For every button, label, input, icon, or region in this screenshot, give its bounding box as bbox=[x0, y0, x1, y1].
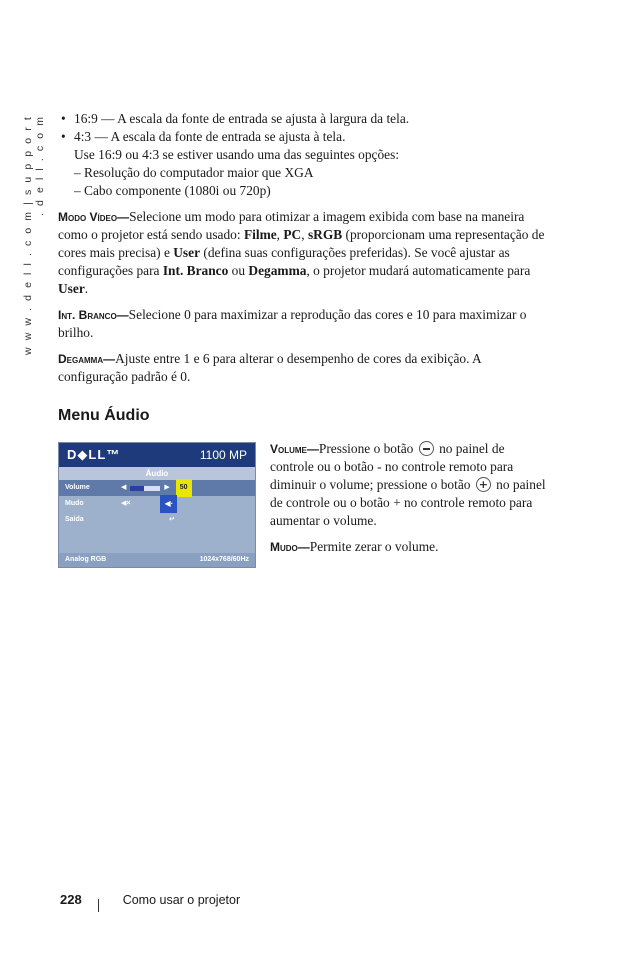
osd-screenshot bbox=[58, 442, 256, 568]
dell-logo: D◆LL™ bbox=[67, 447, 121, 462]
degamma-term: Degamma— bbox=[58, 352, 116, 366]
speaker-icon: ◀ bbox=[121, 484, 127, 491]
use-line: Use 16:9 ou 4:3 se estiver usando uma das seguintes opções: bbox=[74, 147, 400, 162]
bullet-4-3: • 4:3 — A escala da fonte de entrada se ajusta à tela. bbox=[58, 128, 548, 146]
text-run: Pressione o botão bbox=[318, 441, 417, 456]
plus-button-icon bbox=[476, 477, 491, 492]
osd-mudo-label: Mudo bbox=[65, 500, 84, 507]
mute-off-icon: ◀× bbox=[121, 500, 131, 507]
option-int-branco: Int. Branco bbox=[162, 263, 229, 278]
osd-resolution: 1024x768/60Hz bbox=[199, 556, 249, 563]
int-branco-term: Int. Branco— bbox=[58, 308, 129, 322]
mute-on-icon: ◀∙ bbox=[160, 495, 176, 513]
text-run: , o projetor mudará automaticamente para bbox=[306, 263, 531, 278]
text-run: Permite zerar o volume. bbox=[309, 539, 439, 554]
osd-header bbox=[59, 443, 255, 467]
chapter-title: Como usar o projetor bbox=[122, 892, 241, 907]
osd-row-volume bbox=[59, 480, 255, 496]
side-url: w w w . d e l l . c o m | s u p p o r t . d e l l . c o m bbox=[22, 115, 46, 355]
page-content bbox=[58, 110, 548, 580]
osd-volume-fill bbox=[130, 486, 144, 491]
osd-saida-label: Saída bbox=[65, 516, 84, 523]
audio-section bbox=[58, 440, 548, 580]
text-run: , bbox=[276, 227, 284, 242]
text-run: no painel de controle ou o botão - no controle remoto para diminuir o volume; pressione o botão bbox=[270, 441, 514, 492]
osd-footer bbox=[59, 553, 255, 567]
text-run: no painel de controle ou o botão + no controle remoto para aumentar o volume. bbox=[270, 477, 546, 528]
osd-source: Analog RGB bbox=[65, 556, 107, 563]
footer-divider bbox=[98, 899, 99, 912]
text-run: Ajuste entre 1 e 6 para alterar o desempenho de cores da exibição. A configuração padrão é 0. bbox=[58, 351, 481, 384]
text-run: ou bbox=[228, 263, 249, 278]
option-filme: Filme bbox=[243, 227, 277, 242]
menu-audio-heading: Menu Áudio bbox=[58, 407, 150, 424]
mudo-paragraph bbox=[270, 538, 550, 556]
text-run: (defina suas configurações preferidas). Se você ajustar as configurações para bbox=[58, 245, 510, 278]
option-user: User bbox=[173, 245, 201, 260]
page-number: 228 bbox=[60, 892, 82, 907]
minus-button-icon bbox=[419, 441, 434, 456]
option-srgb: sRGB bbox=[307, 227, 343, 242]
int-branco-paragraph bbox=[58, 306, 548, 342]
volume-term: Volume— bbox=[270, 442, 319, 456]
osd-volume-value: 50 bbox=[176, 479, 192, 497]
option-pc: PC bbox=[283, 227, 302, 242]
text-run: . bbox=[84, 281, 89, 296]
dash-item-component: – Cabo componente (1080i ou 720p) bbox=[74, 183, 271, 198]
exit-icon: ↵ bbox=[169, 516, 175, 523]
osd-model: 1100 MP bbox=[199, 448, 247, 462]
option-user: User bbox=[58, 281, 85, 296]
osd-volume-bar bbox=[130, 486, 160, 491]
osd-row-saida bbox=[59, 512, 255, 528]
text-run: Selecione 0 para maximizar a reprodução das cores e 10 para maximizar o brilho. bbox=[58, 307, 527, 340]
osd-row-mudo bbox=[59, 496, 255, 512]
modo-video-paragraph bbox=[58, 208, 548, 298]
text-run: Selecione um modo para otimizar a imagem exibida com base na maneira como o projetor está sendo usado: bbox=[58, 209, 525, 242]
modo-video-term: Modo Vídeo— bbox=[58, 210, 130, 224]
mudo-term: Mudo— bbox=[270, 540, 310, 554]
osd-volume-label: Volume bbox=[65, 484, 90, 491]
osd-menu-title: Áudio bbox=[59, 467, 255, 480]
bullet-16-9: • 16:9 — A escala da fonte de entrada se ajusta à largura da tela. bbox=[58, 110, 548, 128]
text-run: , bbox=[301, 227, 308, 242]
text-run: (proporcionam uma representação de cores mais precisa) e bbox=[58, 227, 545, 260]
volume-paragraph bbox=[270, 440, 550, 530]
speaker-loud-icon: ▶ bbox=[164, 484, 170, 491]
audio-description bbox=[270, 440, 550, 556]
degamma-paragraph bbox=[58, 350, 548, 386]
option-degamma: Degamma bbox=[248, 263, 307, 278]
page-footer bbox=[60, 892, 240, 907]
dash-item-resolution: – Resolução do computador maior que XGA bbox=[74, 165, 314, 180]
